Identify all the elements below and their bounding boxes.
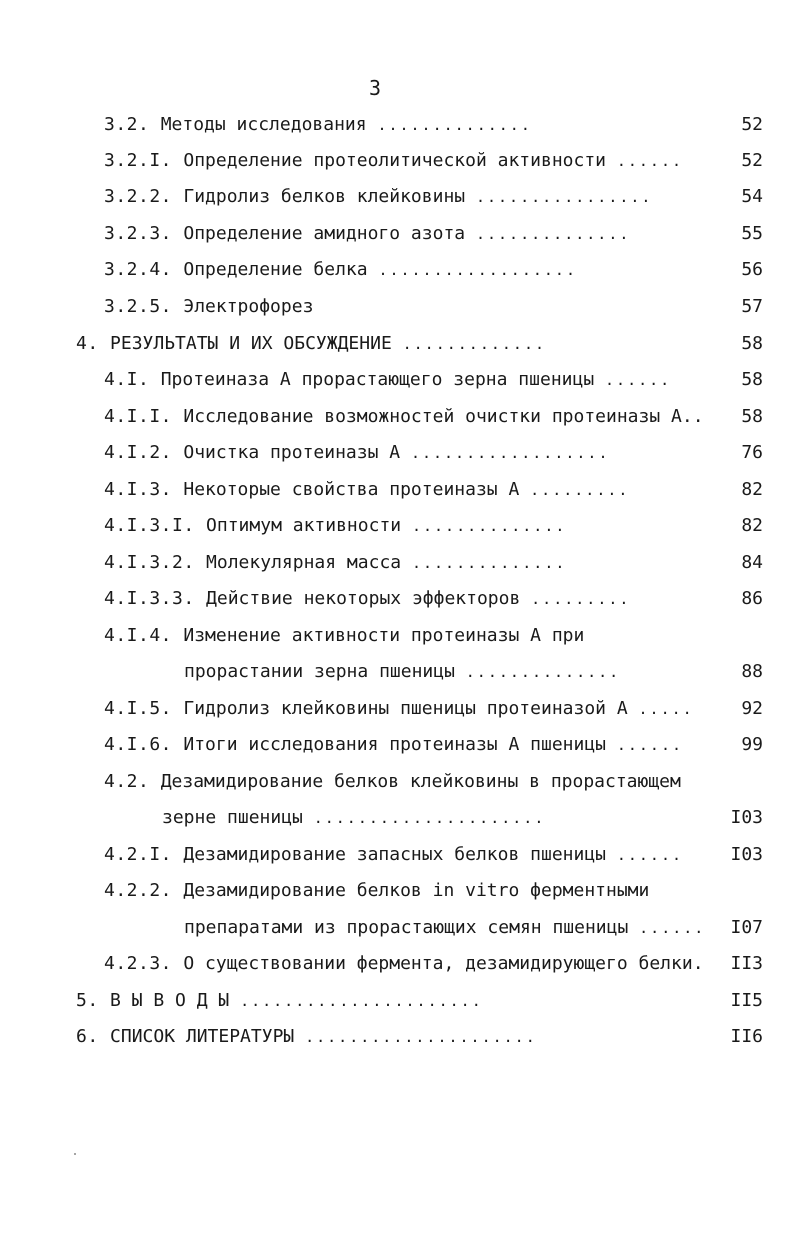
- toc-entry-number: 4.I.3.I.: [104, 515, 207, 536]
- toc-entry-page: 58: [741, 369, 763, 390]
- toc-entry-page: 58: [741, 406, 763, 427]
- toc-entry: [104, 365, 671, 395]
- toc-entry-leader: ......: [616, 152, 684, 170]
- toc-entry-number: 4.2.2.: [104, 880, 184, 901]
- toc-entry-leader: .....................: [313, 809, 546, 827]
- toc-entry-title: Определение протеолитической активности: [183, 150, 617, 171]
- toc-entry-page: 57: [741, 296, 763, 317]
- toc-entry-leader: .....: [638, 700, 694, 718]
- toc-entry-number: 3.2.: [104, 114, 161, 135]
- toc-entry-title: СПИСОК ЛИТЕРАТУРЫ: [110, 1026, 306, 1047]
- toc-entry-page: 84: [741, 552, 763, 573]
- toc-entry-title: Исследование возможностей очистки протеиназы А..: [183, 406, 704, 427]
- toc-entry-title: Определение белка: [183, 259, 379, 280]
- toc-entry: [104, 402, 704, 432]
- toc-entry: [104, 548, 566, 578]
- toc-entry-leader: ......: [616, 846, 684, 864]
- toc-entry-page: 92: [741, 698, 763, 719]
- toc-entry: [76, 329, 546, 359]
- toc-entry-title: Действие некоторых эффекторов: [206, 588, 532, 609]
- toc-entry-leader: ..............: [475, 225, 631, 243]
- toc-entry-title: Методы исследования: [160, 114, 378, 135]
- toc-entry-title: О существовании фермента, дезамидирующего белки.: [183, 953, 704, 974]
- toc-entry-title: Молекулярная масса: [206, 552, 412, 573]
- toc-entry: [104, 438, 610, 468]
- toc-entry: [104, 621, 584, 651]
- toc-entry: [162, 803, 545, 833]
- toc-entry-title: В Ы В О Д Ы: [110, 990, 241, 1011]
- scan-speck: [74, 1153, 76, 1155]
- toc-entry-leader: ......: [605, 371, 672, 389]
- toc-entry: [104, 840, 683, 870]
- toc-entry-leader: ..............: [411, 517, 567, 535]
- toc-entry-number: 4.I.3.2.: [104, 552, 207, 573]
- toc-entry-number: 5.: [76, 990, 111, 1011]
- toc-entry-leader: .............: [402, 335, 547, 353]
- toc-entry: [104, 511, 566, 541]
- toc-entry-number: 3.2.4.: [104, 259, 184, 280]
- toc-entry: [104, 694, 694, 724]
- toc-entry-leader: ..............: [465, 663, 621, 681]
- toc-entry-number: 4.2.I.: [104, 844, 184, 865]
- toc-entry: [104, 292, 313, 322]
- toc-entry-title: препаратами из прорастающих семян пшеницы: [184, 917, 640, 938]
- toc-entry-page: 82: [741, 479, 763, 500]
- toc-entry-page: 54: [741, 186, 763, 207]
- toc-entry-page: 52: [741, 150, 763, 171]
- toc-entry: [104, 110, 532, 140]
- toc-entry-page: I03: [730, 807, 763, 828]
- toc-entry-title: зерне пшеницы: [162, 807, 314, 828]
- toc-entry: [184, 657, 620, 687]
- toc-entry: [104, 584, 630, 614]
- toc-entry-number: 4.I.5.: [104, 698, 184, 719]
- toc-entry: [104, 255, 577, 285]
- toc-entry-number: 4.I.3.: [104, 479, 184, 500]
- toc-entry-page: 55: [741, 223, 763, 244]
- toc-entry-number: 4.I.: [104, 369, 161, 390]
- toc-entry: [104, 949, 704, 979]
- toc-entry-title: Дезамидирование запасных белков пшеницы: [183, 844, 617, 865]
- toc-entry-title: Изменение активности протеиназы А при: [183, 625, 585, 646]
- toc-entry-leader: ......: [616, 736, 684, 754]
- toc-entry-leader: .........: [531, 590, 631, 608]
- toc-entry-leader: ......................: [240, 992, 483, 1010]
- toc-entry-leader: ..............: [377, 116, 532, 134]
- toc-entry-page: I03: [730, 844, 763, 865]
- toc-entry-page: II3: [730, 953, 763, 974]
- toc-entry: [104, 730, 683, 760]
- toc-entry-page: 86: [741, 588, 763, 609]
- toc-entry-title: Определение амидного азота: [183, 223, 476, 244]
- toc-entry-title: РЕЗУЛЬТАТЫ И ИХ ОБСУЖДЕНИЕ: [110, 333, 403, 354]
- toc-entry-number: 4.: [76, 333, 111, 354]
- toc-entry-number: 4.2.3.: [104, 953, 184, 974]
- toc-entry: [184, 913, 705, 943]
- toc-entry: [104, 876, 649, 906]
- toc-entry-number: 4.I.2.: [104, 442, 184, 463]
- toc-entry-title: прорастании зерна пшеницы: [184, 661, 466, 682]
- toc-entry-number: 4.I.4.: [104, 625, 184, 646]
- toc-entry-leader: .....................: [305, 1028, 537, 1046]
- toc-entry-leader: ......: [639, 919, 706, 937]
- toc-entry: [104, 767, 681, 797]
- toc-entry-number: 6.: [76, 1026, 111, 1047]
- toc-entry: [104, 182, 652, 212]
- toc-entry: [104, 475, 629, 505]
- toc-entry-number: 4.I.6.: [104, 734, 184, 755]
- toc-entry-title: Гидролиз белков клейковины: [183, 186, 476, 207]
- toc-entry-title: Очистка протеиназы А: [183, 442, 411, 463]
- toc-entry-title: Итоги исследования протеиназы А пшеницы: [183, 734, 617, 755]
- toc-entry-number: 3.2.5.: [104, 296, 184, 317]
- toc-entry-page: 58: [741, 333, 763, 354]
- toc-entry-leader: ................: [475, 188, 653, 206]
- toc-entry-number: 4.I.3.3.: [104, 588, 207, 609]
- toc-entry-number: 3.2.2.: [104, 186, 184, 207]
- toc-entry-page: I07: [730, 917, 763, 938]
- toc-entry-title: Протеиназа А прорастающего зерна пшеницы: [160, 369, 606, 390]
- toc-entry-title: Дезамидирование белков клейковины в прорастающем: [160, 771, 681, 792]
- toc-entry-title: Электрофорез: [183, 296, 314, 317]
- toc-entry-number: 4.2.: [104, 771, 161, 792]
- toc-entry-leader: .........: [530, 481, 630, 499]
- toc-entry-leader: ..............: [411, 554, 567, 572]
- toc-entry: [76, 1022, 537, 1052]
- toc-entry: [76, 986, 483, 1016]
- toc-entry-title: Гидролиз клейковины пшеницы протеиназой А: [183, 698, 639, 719]
- toc-entry-page: 88: [741, 661, 763, 682]
- toc-entry: [104, 146, 683, 176]
- toc-entry-title: Дезамидирование белков in vitro ферментными: [183, 880, 650, 901]
- toc-entry-page: II5: [730, 990, 763, 1011]
- page-number: 3: [369, 76, 382, 100]
- toc-entry-page: 76: [741, 442, 763, 463]
- toc-entry-number: 4.I.I.: [104, 406, 184, 427]
- toc-entry-page: 99: [741, 734, 763, 755]
- toc-entry-page: 56: [741, 259, 763, 280]
- toc-entry: [104, 219, 630, 249]
- toc-entry-number: 3.2.I.: [104, 150, 184, 171]
- toc-entry-leader: ..................: [410, 444, 610, 462]
- toc-entry-page: II6: [730, 1026, 763, 1047]
- toc-entry-number: 3.2.3.: [104, 223, 184, 244]
- toc-entry-title: Оптимум активности: [206, 515, 412, 536]
- toc-entry-page: 52: [741, 114, 763, 135]
- toc-entry-title: Некоторые свойства протеиназы А: [183, 479, 531, 500]
- toc-entry-leader: ..................: [378, 261, 577, 279]
- toc-entry-page: 82: [741, 515, 763, 536]
